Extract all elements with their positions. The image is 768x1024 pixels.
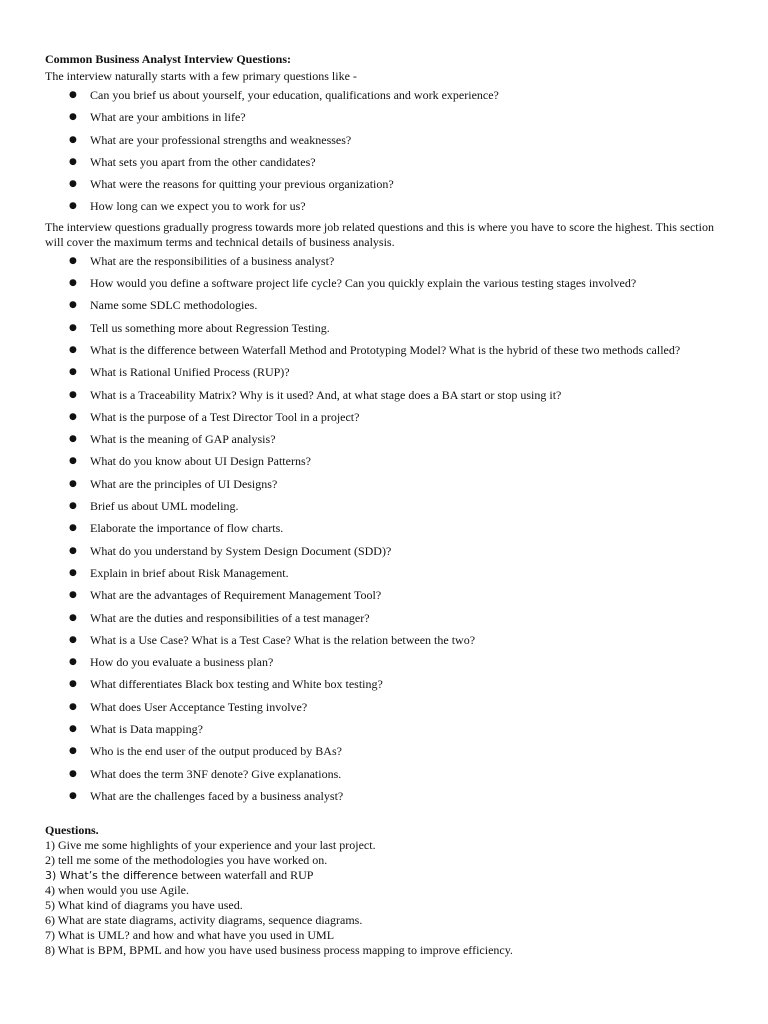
intro-paragraph: The interview naturally starts with a few primary questions like -	[45, 69, 357, 83]
primary-questions-list	[45, 88, 725, 222]
bullet-icon: ●	[69, 657, 77, 668]
bullet-icon: ●	[69, 456, 77, 467]
numbered-question: 7) What is UML? and how and what have you used in UML	[45, 928, 335, 943]
list-item-text: What is the purpose of a Test Director Tool in a project?	[90, 409, 360, 424]
numbered-question	[45, 868, 725, 883]
list-item-text: Can you brief us about yourself, your education, qualifications and work experience?	[90, 88, 499, 102]
list-item	[45, 722, 725, 744]
bullet-icon: ●	[69, 523, 77, 534]
bullet-icon: ●	[69, 255, 77, 266]
list-item-text: Explain in brief about Risk Management.	[90, 565, 289, 580]
list-item	[45, 321, 725, 343]
bullet-icon: ●	[69, 134, 77, 145]
bullet-icon: ●	[69, 545, 77, 556]
list-item	[45, 454, 725, 476]
bullet-icon: ●	[69, 434, 77, 445]
bullet-icon: ●	[69, 679, 77, 690]
bullet-icon: ●	[69, 590, 77, 601]
list-item	[45, 544, 725, 566]
list-item-text: What is a Use Case? What is a Test Case? What is the relation between the two?	[90, 632, 476, 647]
bullet-icon: ●	[69, 501, 77, 512]
list-item	[45, 633, 725, 655]
list-item-text: What is Rational Unified Process (RUP)?	[90, 365, 290, 380]
list-item	[45, 410, 725, 432]
list-item	[45, 177, 725, 199]
list-item-text: What is the difference between Waterfall Method and Prototyping Model? What is the hybrid of these two methods called?	[90, 342, 681, 357]
bullet-icon: ●	[69, 179, 77, 190]
bullet-icon: ●	[69, 411, 77, 422]
list-item	[45, 789, 725, 811]
list-item	[45, 767, 725, 789]
list-item-text: How long can we expect you to work for us?	[90, 199, 306, 214]
list-item-text: What are your ambitions in life?	[90, 110, 246, 125]
list-item-text: What is the meaning of GAP analysis?	[90, 432, 276, 447]
list-item-text: Name some SDLC methodologies.	[90, 298, 258, 313]
numbered-question: 4) when would you use Agile.	[45, 883, 189, 898]
list-item-text: What sets you apart from the other candidates?	[90, 154, 316, 169]
list-item-text: What are the challenges faced by a business analyst?	[90, 788, 344, 803]
list-item-text: What do you know about UI Design Patterns?	[90, 454, 311, 469]
list-item-text: What do you understand by System Design Document (SDD)?	[90, 543, 392, 558]
list-item	[45, 432, 725, 454]
bullet-icon: ●	[69, 701, 77, 712]
list-item-text: What are your professional strengths and weaknesses?	[90, 132, 352, 147]
list-item	[45, 276, 725, 298]
bullet-icon: ●	[69, 768, 77, 779]
transition-paragraph: The interview questions gradually progress towards more job related questions and this is where you have to score the highest. This section will cover the maximum terms and technical details of business analysis.	[45, 219, 714, 249]
bullet-icon: ●	[69, 567, 77, 578]
list-item-text: How would you define a software project life cycle? Can you quickly explain the various testing stages involved?	[90, 276, 637, 291]
list-item-text: What are the principles of UI Designs?	[90, 476, 278, 491]
list-item-text: Brief us about UML modeling.	[90, 499, 239, 514]
list-item	[45, 365, 725, 387]
list-item	[45, 155, 725, 177]
list-item	[45, 588, 725, 610]
numbered-question: 5) What kind of diagrams you have used.	[45, 898, 243, 913]
bullet-icon: ●	[69, 322, 77, 333]
list-item	[45, 110, 725, 132]
list-item-text: What is a Traceability Matrix? Why is it used? And, at what stage does a BA start or stop using it?	[90, 387, 562, 402]
list-item	[45, 88, 725, 110]
list-item-text: What does the term 3NF denote? Give explanations.	[90, 766, 342, 781]
list-item-text: What is Data mapping?	[90, 722, 203, 737]
list-item-text: How do you evaluate a business plan?	[90, 655, 274, 670]
bullet-icon: ●	[69, 90, 77, 100]
bullet-icon: ●	[69, 344, 77, 355]
bullet-icon: ●	[69, 724, 77, 735]
q3-prefix: 3) What’s the difference	[45, 869, 179, 883]
numbered-question: 1) Give me some highlights of your experience and your last project.	[45, 838, 376, 853]
bullet-icon: ●	[69, 156, 77, 167]
list-item	[45, 700, 725, 722]
list-item-text: What differentiates Black box testing and White box testing?	[90, 677, 383, 692]
bullet-icon: ●	[69, 746, 77, 757]
list-item	[45, 677, 725, 699]
q3-suffix: between waterfall and RUP	[178, 868, 314, 883]
list-item	[45, 521, 725, 543]
numbered-question: 8) What is BPM, BPML and how you have used business process mapping to improve efficiency.	[45, 943, 513, 958]
list-item-text: What are the duties and responsibilities of a test manager?	[90, 610, 370, 625]
bullet-icon: ●	[69, 300, 77, 311]
list-item-text: What are the responsibilities of a business analyst?	[90, 253, 335, 268]
numbered-questions-list	[45, 838, 725, 958]
list-item-text: What does User Acceptance Testing involve?	[90, 699, 308, 714]
list-item-text: Tell us something more about Regression Testing.	[90, 320, 330, 335]
list-item	[45, 388, 725, 410]
bullet-icon: ●	[69, 389, 77, 400]
list-item	[45, 199, 725, 221]
numbered-question: 6) What are state diagrams, activity diagrams, sequence diagrams.	[45, 913, 363, 928]
list-item-text: Elaborate the importance of flow charts.	[90, 521, 284, 536]
list-item	[45, 343, 725, 365]
bullet-icon: ●	[69, 367, 77, 378]
list-item	[45, 298, 725, 320]
bullet-icon: ●	[69, 201, 77, 212]
document-title: Common Business Analyst Interview Questions:	[45, 52, 292, 66]
bullet-icon: ●	[69, 612, 77, 623]
bullet-icon: ●	[69, 478, 77, 489]
bullet-icon: ●	[69, 112, 77, 123]
bullet-icon: ●	[69, 634, 77, 645]
list-item-text: What are the advantages of Requirement Management Tool?	[90, 588, 382, 603]
list-item-text: Who is the end user of the output produced by BAs?	[90, 744, 342, 759]
list-item	[45, 611, 725, 633]
list-item	[45, 254, 725, 276]
numbered-question: 2) tell me some of the methodologies you have worked on.	[45, 853, 328, 868]
list-item	[45, 655, 725, 677]
list-item	[45, 499, 725, 521]
list-item-text: What were the reasons for quitting your previous organization?	[90, 177, 394, 192]
questions-section	[45, 823, 725, 958]
bullet-icon: ●	[69, 278, 77, 289]
list-item	[45, 477, 725, 499]
list-item	[45, 133, 725, 155]
technical-questions-list	[45, 254, 725, 811]
document-page	[45, 52, 725, 958]
bullet-icon: ●	[69, 790, 77, 801]
questions-heading: Questions.	[45, 823, 99, 838]
list-item	[45, 566, 725, 588]
list-item	[45, 744, 725, 766]
